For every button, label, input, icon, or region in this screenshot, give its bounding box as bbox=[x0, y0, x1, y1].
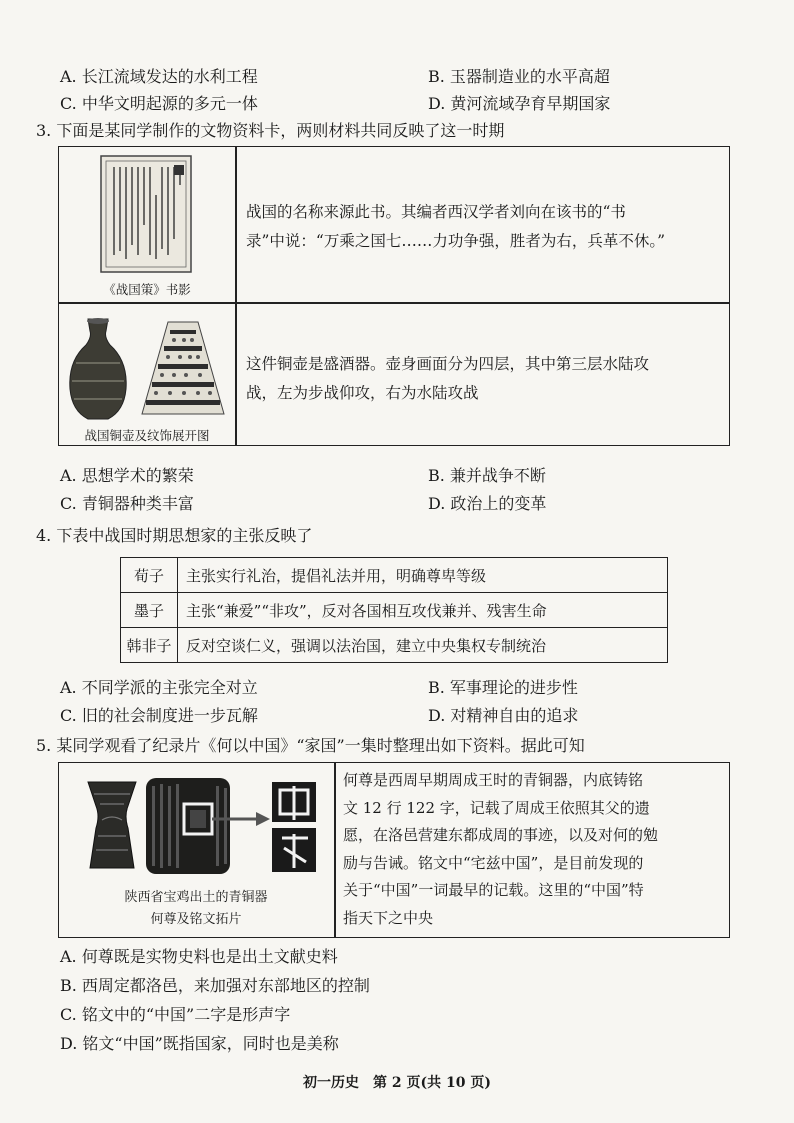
q3-option-a[interactable]: A. 思想学术的繁荣 bbox=[60, 466, 194, 485]
q5-text-line-1: 何尊是西周早期周成王时的青铜器，内底铸铭 bbox=[343, 771, 644, 789]
q5-card-divider bbox=[334, 762, 336, 938]
thinker-name: 韩非子 bbox=[121, 628, 178, 663]
q3-card2-text-line-1: 这件铜壶是盛酒器。壶身画面分为四层，其中第三层水陆攻 bbox=[246, 355, 650, 373]
q2-options-row-1 bbox=[60, 64, 760, 90]
q4-option-c[interactable]: C. 旧的社会制度进一步瓦解 bbox=[60, 706, 258, 725]
q4-option-b[interactable]: B. 军事理论的进步性 bbox=[428, 678, 578, 697]
thinker-claim: 主张实行礼治，提倡礼法并用，明确尊卑等级 bbox=[178, 558, 668, 593]
q2-option-c[interactable]: C. 中华文明起源的多元一体 bbox=[60, 94, 258, 113]
q3-card1-text-line-1: 战国的名称来源此书。其编者西汉学者刘向在该书的“书 bbox=[246, 203, 626, 221]
thinker-name: 荀子 bbox=[121, 558, 178, 593]
q4-options-row-1 bbox=[60, 675, 760, 701]
q5-option-a[interactable]: A. 何尊既是实物史料也是出土文献史料 bbox=[60, 947, 338, 966]
thinker-claim: 主张“兼爱”“非攻”，反对各国相互攻伐兼并、残害生命 bbox=[178, 593, 668, 628]
q4-stem: 4. 下表中战国时期思想家的主张反映了 bbox=[36, 526, 313, 545]
thinker-claim: 反对空谈仁义，强调以法治国，建立中央集权专制统治 bbox=[178, 628, 668, 663]
he-zun-images bbox=[80, 776, 318, 876]
q3-card2-text-line-2: 战，左为步战仰攻，右为水陆攻战 bbox=[246, 384, 479, 402]
q4-thinkers-table bbox=[120, 557, 668, 663]
q4-options-row-2 bbox=[60, 703, 760, 729]
q3-options-row-2 bbox=[60, 491, 760, 517]
q5-option-c[interactable]: C. 铭文中的“中国”二字是形声字 bbox=[60, 1005, 291, 1024]
bronze-pot-image bbox=[64, 315, 132, 423]
table-row bbox=[121, 628, 668, 663]
q4-option-d[interactable]: D. 对精神自由的追求 bbox=[428, 706, 579, 725]
table-row bbox=[121, 593, 668, 628]
pot-pattern-unfolded-image bbox=[140, 318, 226, 418]
q3-options-row-1 bbox=[60, 463, 760, 489]
q5-material-text bbox=[343, 767, 725, 932]
q5-image-caption-line-1: 陕西省宝鸡出土的青铜器 bbox=[124, 890, 268, 905]
q5-text-line-4: 励与告诫。铭文中“宅兹中国”，是目前发现的 bbox=[343, 853, 644, 872]
q5-stem: 5. 某同学观看了纪录片《何以中国》“家国”一集时整理出如下资料。据此可知 bbox=[36, 736, 585, 755]
q3-card1-caption: 《战国策》书影 bbox=[103, 282, 191, 297]
he-zun-vessel-icon bbox=[88, 782, 136, 868]
q5-option-b[interactable]: B. 西周定都洛邑，来加强对东部地区的控制 bbox=[60, 976, 370, 995]
q3-option-d[interactable]: D. 政治上的变革 bbox=[428, 494, 547, 513]
thinker-name: 墨子 bbox=[121, 593, 178, 628]
q3-card-row-divider bbox=[58, 302, 730, 304]
q3-card2-text bbox=[246, 350, 722, 408]
q5-option-d[interactable]: D. 铭文“中国”既指国家，同时也是美称 bbox=[60, 1034, 339, 1053]
q5-option-a-row bbox=[60, 944, 760, 970]
zhongguo-characters-icon bbox=[272, 782, 316, 872]
q2-option-a[interactable]: A. 长江流域发达的水利工程 bbox=[60, 67, 258, 86]
q3-card2-caption: 战国铜壶及纹饰展开图 bbox=[84, 428, 210, 443]
q3-card1-text-line-2: 录”中说：“万乘之国七……力功争强，胜者为右，兵革不休。” bbox=[246, 232, 666, 250]
q3-option-c[interactable]: C. 青铜器种类丰富 bbox=[60, 494, 194, 513]
q5-text-line-3: 愿，在洛邑营建东都成周的事迹，以及对何的勉 bbox=[343, 826, 659, 844]
q3-stem: 3. 下面是某同学制作的文物资料卡，两则材料共同反映了这一时期 bbox=[36, 121, 505, 140]
page-footer: 初一历史 第 2 页(共 10 页) bbox=[303, 1075, 491, 1091]
q2-option-b[interactable]: B. 玉器制造业的水平高超 bbox=[428, 67, 610, 86]
table-row bbox=[121, 558, 668, 593]
q4-option-a[interactable]: A. 不同学派的主张完全对立 bbox=[60, 678, 258, 697]
q5-option-d-row bbox=[60, 1031, 760, 1057]
q5-text-line-6: 指天下之中央 bbox=[343, 908, 434, 927]
q2-options-row-2 bbox=[60, 91, 760, 117]
q5-image-caption-line-2: 何尊及铭文拓片 bbox=[150, 912, 242, 927]
q5-option-b-row bbox=[60, 973, 760, 999]
q3-card1-text bbox=[246, 198, 722, 256]
inscription-rubbing-icon bbox=[146, 778, 230, 874]
q5-text-line-5: 关于“中国”一词最早的记载。这里的“中国”特 bbox=[343, 881, 644, 899]
q3-option-b[interactable]: B. 兼并战争不断 bbox=[428, 466, 546, 485]
q5-text-line-2: 文 12 行 122 字，记载了周成王依照其父的遗 bbox=[343, 798, 650, 817]
q2-option-d[interactable]: D. 黄河流域孕育早期国家 bbox=[428, 94, 611, 113]
q5-option-c-row bbox=[60, 1002, 760, 1028]
zhanguoce-book-image bbox=[100, 155, 192, 273]
